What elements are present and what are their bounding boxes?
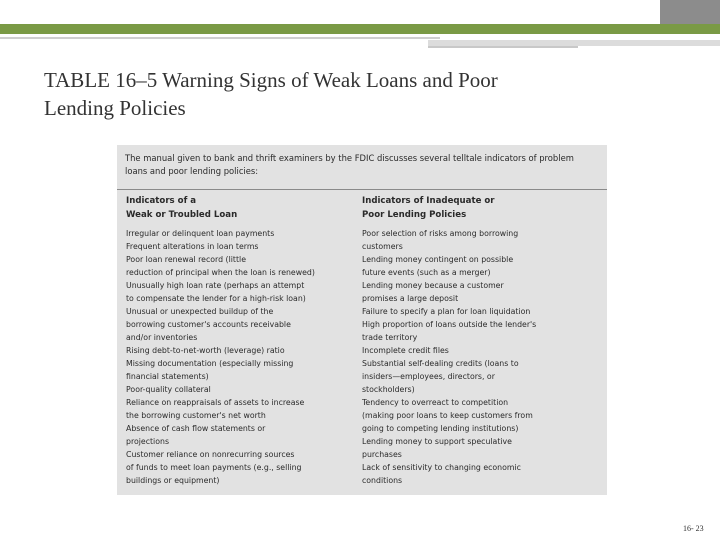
list-item: borrowing customer's accounts receivable: [126, 320, 291, 329]
intro-line-2: loans and poor lending policies:: [125, 166, 259, 176]
list-item: High proportion of loans outside the lender's: [362, 320, 537, 329]
poor-policy-list: [362, 227, 602, 487]
list-item: of funds to meet loan payments (e.g., selling: [126, 463, 302, 472]
heading-line: Weak or Troubled Loan: [126, 209, 238, 220]
list-item: Failure to specify a plan for loan liquidation: [362, 307, 531, 316]
top-bar: [0, 0, 720, 24]
slide-title-line-2: Lending Policies: [44, 96, 186, 120]
list-item: stockholders): [362, 385, 415, 394]
heading-line: Poor Lending Policies: [362, 209, 467, 220]
table-panel: [117, 145, 607, 495]
list-item: Rising debt-to-net-worth (leverage) ratio: [126, 346, 285, 355]
list-item: to compensate the lender for a high-risk loan): [126, 294, 306, 303]
list-item: Lending money contingent on possible: [362, 255, 514, 264]
list-item: purchases: [362, 450, 402, 459]
weak-loan-column: [126, 195, 356, 487]
list-item: buildings or equipment): [126, 476, 220, 485]
list-item: Frequent alterations in loan terms: [126, 242, 259, 251]
list-item: Unusually high loan rate (perhaps an attempt: [126, 281, 305, 290]
list-item: (making poor loans to keep customers from: [362, 411, 533, 420]
list-item: Poor-quality collateral: [126, 385, 211, 394]
list-item: Substantial self-dealing credits (loans to: [362, 359, 519, 368]
list-item: insiders—employees, directors, or: [362, 372, 495, 381]
list-item: Lack of sensitivity to changing economic: [362, 463, 521, 472]
list-item: reduction of principal when the loan is renewed): [126, 268, 315, 277]
list-item: financial statements): [126, 372, 209, 381]
heading-line: Indicators of Inadequate or: [362, 196, 495, 206]
slide-title-line-1: TABLE 16–5 Warning Signs of Weak Loans and Poor: [44, 68, 498, 92]
list-item: promises a large deposit: [362, 294, 459, 303]
weak-loan-list: [126, 227, 356, 487]
list-item: Lending money because a customer: [362, 281, 504, 290]
list-item: Irregular or delinquent loan payments: [126, 229, 275, 238]
list-item: Incomplete credit files: [362, 346, 449, 355]
list-item: Absence of cash flow statements or: [126, 424, 266, 433]
weak-loan-heading: [126, 195, 356, 222]
list-item: projections: [126, 437, 170, 446]
poor-policy-column: [362, 195, 602, 487]
decorative-line: [0, 37, 440, 39]
heading-line: Indicators of a: [126, 196, 197, 206]
list-item: going to competing lending institutions): [362, 424, 519, 433]
page-number: 16- 23: [683, 524, 704, 533]
intro-line-1: The manual given to bank and thrift examiners by the FDIC discusses several telltale indicators of problem: [125, 153, 574, 163]
list-item: Customer reliance on nonrecurring sources: [126, 450, 295, 459]
table-divider: [117, 189, 607, 190]
slide-title: [44, 66, 644, 122]
list-item: trade territory: [362, 333, 418, 342]
table-intro: [125, 152, 595, 178]
list-item: Missing documentation (especially missing: [126, 359, 294, 368]
top-bar-dark-block: [660, 0, 720, 24]
list-item: and/or inventories: [126, 333, 198, 342]
green-accent-bar: [0, 24, 720, 34]
list-item: Unusual or unexpected buildup of the: [126, 307, 274, 316]
poor-policy-heading: [362, 195, 602, 222]
list-item: conditions: [362, 476, 403, 485]
list-item: Reliance on reappraisals of assets to increase: [126, 398, 305, 407]
list-item: Tendency to overreact to competition: [362, 398, 509, 407]
list-item: Poor selection of risks among borrowing: [362, 229, 519, 238]
decorative-line: [428, 46, 578, 48]
list-item: future events (such as a merger): [362, 268, 491, 277]
list-item: customers: [362, 242, 403, 251]
list-item: Lending money to support speculative: [362, 437, 512, 446]
list-item: the borrowing customer's net worth: [126, 411, 266, 420]
list-item: Poor loan renewal record (little: [126, 255, 246, 264]
